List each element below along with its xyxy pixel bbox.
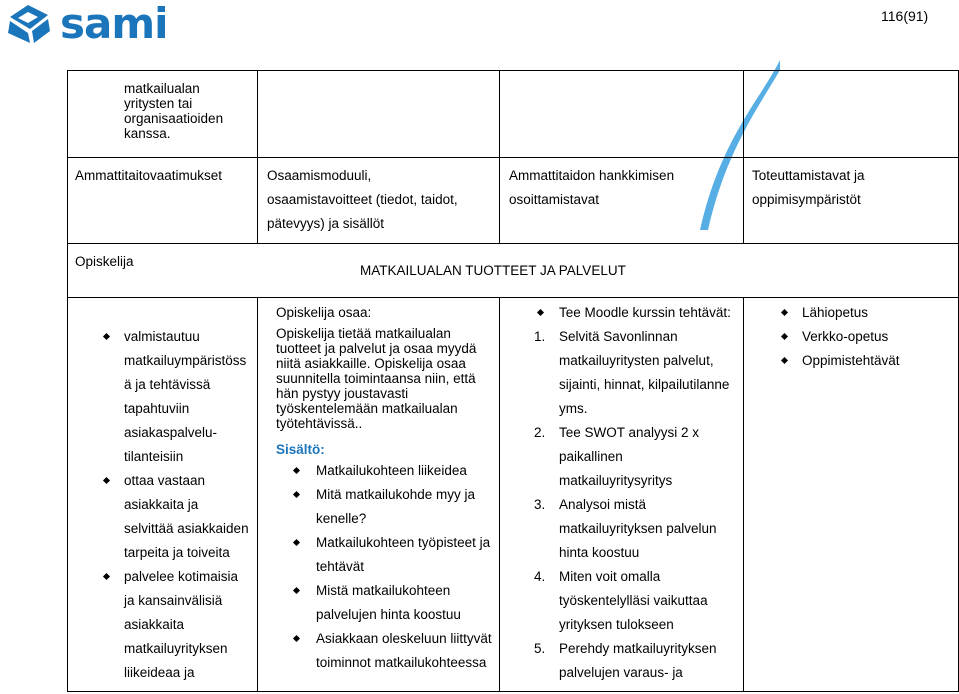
text-line: palvelujen hinta koostuu: [316, 607, 461, 622]
bullet-icon: [293, 539, 300, 546]
text-line: oppimisympäristöt: [752, 192, 861, 207]
text-line: tilanteisiin: [124, 449, 184, 464]
numbered-item: [509, 493, 743, 565]
section-title: MATKAILUALAN TUOTTEET JA PALVELUT: [360, 263, 626, 278]
header-col2: [267, 164, 458, 236]
bullet-icon: [781, 357, 788, 364]
list-item: [276, 531, 498, 579]
text-line: sijainti, hinnat, kilpailutilanne: [559, 377, 730, 392]
text-line: Tee SWOT analyysi 2 x: [559, 425, 700, 440]
col2-list: [276, 459, 498, 675]
text-line: Mistä matkailukohteen: [316, 583, 451, 598]
col2-contents-label: Sisältö:: [276, 442, 325, 457]
list-item: [276, 459, 498, 483]
bullet-icon: [293, 467, 300, 474]
table-border-left: [67, 70, 68, 692]
text-line: Opiskelija tietää matkailualan: [276, 326, 451, 341]
text-line: matkailuympäristöss: [124, 353, 247, 368]
col-divider: [743, 70, 744, 244]
list-item: [276, 483, 498, 531]
bullet-icon: [103, 477, 110, 484]
list-item: [752, 301, 952, 325]
text-line: kanssa.: [124, 126, 171, 141]
bullet-icon: [537, 309, 544, 316]
text-line: palvelujen varaus- ja: [559, 665, 683, 680]
page-number: 116(91): [881, 8, 929, 24]
bullet-icon: [781, 333, 788, 340]
text-line: ottaa vastaan: [124, 473, 206, 488]
text-line: työskentelemään matkailualan: [276, 401, 458, 416]
list-item: [509, 301, 743, 325]
text-line: Oppimistehtävät: [802, 353, 900, 368]
col1-list: [75, 325, 255, 685]
bullet-icon: [293, 635, 300, 642]
logo-emblem-icon: [6, 3, 52, 45]
text-line: Analysoi mistä: [559, 497, 647, 512]
row-divider: [67, 297, 958, 298]
bullet-icon: [781, 309, 788, 316]
item-number: 1.: [534, 329, 546, 344]
row-divider: [67, 243, 958, 244]
text-line: paikallinen: [559, 449, 623, 464]
text-line: Toteuttamistavat ja: [752, 168, 865, 183]
numbered-item: [509, 637, 743, 685]
text-line: niitä asiakkaille. Opiskelija osaa: [276, 356, 466, 371]
logo-text: sami: [60, 0, 168, 48]
text-line: tapahtuviin: [124, 401, 190, 416]
item-number: 3.: [534, 497, 546, 512]
list-item: [752, 325, 952, 349]
text-line: Osaamismoduuli,: [267, 168, 372, 183]
text-line: hän pystyy joustavasti: [276, 386, 409, 401]
item-number: 4.: [534, 569, 546, 584]
row0-col1: [124, 81, 223, 141]
text-line: tarpeita ja toiveita: [124, 545, 230, 560]
text-line: pätevyys) ja sisällöt: [267, 216, 385, 231]
col-divider: [499, 297, 500, 692]
text-line: ä ja tehtävissä: [124, 377, 211, 392]
text-line: yrityksen tulokseen: [559, 617, 674, 632]
bullet-icon: [103, 573, 110, 580]
item-number: 2.: [534, 425, 546, 440]
text-line: organisaatioiden: [124, 111, 224, 126]
text-line: Miten voit omalla: [559, 569, 661, 584]
text-line: toiminnot matkailukohteessa: [316, 655, 487, 670]
bullet-icon: [103, 333, 110, 340]
text-line: matkailuyritysten palvelut,: [559, 353, 714, 368]
col3-list: [509, 301, 743, 685]
text-line: tuotteet ja palvelut ja osaa myydä: [276, 341, 477, 356]
text-line: liikeideaa ja: [124, 665, 195, 680]
text-line: Perehdy matkailuyrityksen: [559, 641, 717, 656]
text-line: matkailualan: [124, 81, 200, 96]
text-line: palvelee kotimaisia: [124, 569, 239, 584]
list-item: [75, 469, 255, 565]
section-left-label: Opiskelija: [75, 254, 134, 269]
text-line: selvittää asiakkaiden: [124, 521, 249, 536]
list-item: [752, 349, 952, 373]
text-line: yritysten tai: [124, 96, 193, 111]
col-divider: [257, 70, 258, 244]
logo: [6, 0, 168, 48]
text-line: Verkko-opetus: [802, 329, 889, 344]
table-border-bottom: [67, 691, 958, 692]
bullet-icon: [293, 587, 300, 594]
text-line: Lähiopetus: [802, 305, 869, 320]
text-line: osoittamistavat: [509, 192, 600, 207]
text-line: Ammattitaidon hankkimisen: [509, 168, 675, 183]
table-border-top: [67, 70, 958, 71]
list-item: [75, 325, 255, 469]
text-line: työtehtävissä..: [276, 416, 363, 431]
text-line: kenelle?: [316, 511, 367, 526]
numbered-item: [509, 421, 743, 493]
text-line: osaamistavoitteet (tiedot, taidot,: [267, 192, 458, 207]
text-line: Selvitä Savonlinnan: [559, 329, 678, 344]
list-item: [276, 627, 498, 675]
text-line: Mitä matkailukohde myy ja: [316, 487, 476, 502]
text-line: matkailuyritysyritys: [559, 473, 673, 488]
col-divider: [499, 70, 500, 244]
text-line: asiakkaita ja: [124, 497, 199, 512]
header-col3: [509, 164, 674, 212]
text-line: Matkailukohteen työpisteet ja: [316, 535, 491, 550]
numbered-item: [509, 325, 743, 421]
text-line: Matkailukohteen liikeidea: [316, 463, 467, 478]
list-item: [75, 565, 255, 685]
col4-list: [752, 301, 952, 373]
text-line: yms.: [559, 401, 588, 416]
item-number: 5.: [534, 641, 546, 656]
text-line: valmistautuu: [124, 329, 200, 344]
bullet-icon: [293, 491, 300, 498]
text-line: matkailuyrityksen: [124, 641, 228, 656]
col2-heading: Opiskelija osaa:: [276, 305, 372, 320]
text-line: asiakaspalvelu-: [124, 425, 218, 440]
text-line: Tee Moodle kurssin tehtävät:: [559, 305, 731, 320]
list-item: [276, 579, 498, 627]
row-divider: [67, 157, 958, 158]
text-line: Asiakkaan oleskeluun liittyvät: [316, 631, 492, 646]
header-col4: [752, 164, 865, 212]
text-line: tehtävät: [316, 559, 365, 574]
col-divider: [257, 297, 258, 692]
text-line: asiakkaita: [124, 617, 185, 632]
col2-paragraph: [276, 326, 498, 431]
col-divider: [743, 297, 744, 692]
text-line: suunnitella toimintaansa niin, että: [276, 371, 476, 386]
text-line: hinta koostuu: [559, 545, 640, 560]
text-line: matkailuyrityksen palvelun: [559, 521, 717, 536]
numbered-item: [509, 565, 743, 637]
text-line: työskentelylläsi vaikuttaa: [559, 593, 708, 608]
header-col1: Ammattitaitovaatimukset: [75, 168, 223, 183]
text-line: ja kansainvälisiä: [124, 593, 223, 608]
